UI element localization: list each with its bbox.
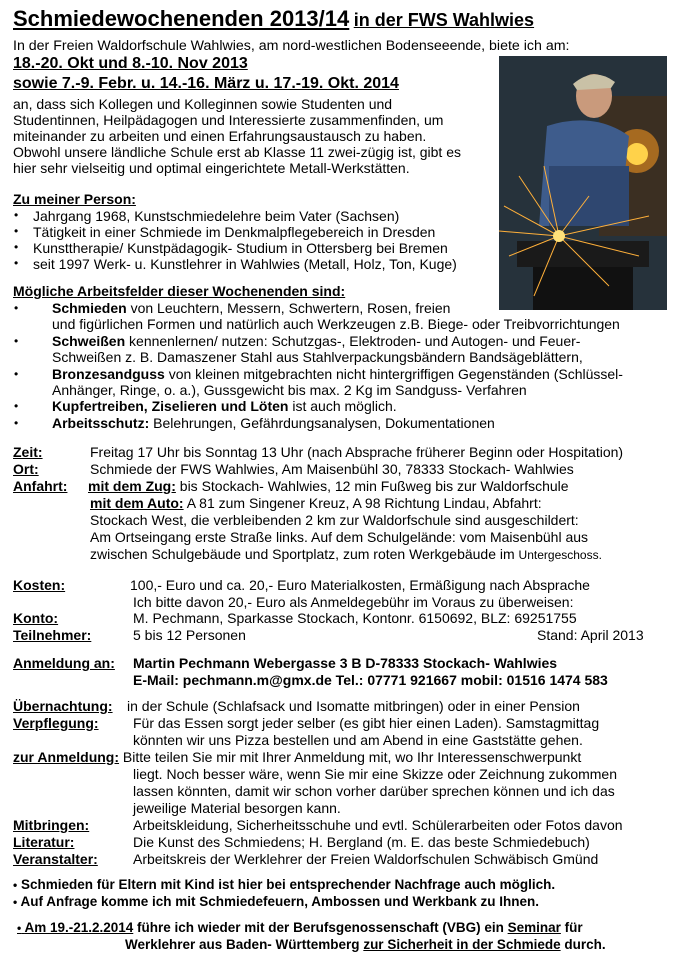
seminar-line-1 [17, 920, 583, 936]
fields-heading: Mögliche Arbeitsfelder dieser Wochenenden sind: [13, 283, 346, 299]
description-1: an, dass sich Kollegen und Kolleginnen sowie Studenten und [13, 96, 393, 112]
dates-line-1: 18.-20. Okt und 8.-10. Nov 2013 [13, 55, 248, 72]
field-item-3-bold: Bronzesandguss [52, 366, 165, 382]
bullet-icon: • [17, 921, 22, 935]
field-item-1-bold: Schmieden [52, 300, 127, 316]
uebernachtung-value: in der Schule (Schlafsack und Isomatte mitbringen) oder in einer Pension [127, 698, 580, 714]
bullet-icon: • [14, 399, 19, 413]
field-item-2-line2: Schweißen z. B. Damaszener Stahl aus Stahlverpackungsbändern Bandsägeblättern, [52, 349, 583, 365]
veranstalter-label: Veranstalter: [13, 851, 98, 867]
anfahrt-zug [88, 478, 569, 494]
field-item-2 [52, 333, 580, 349]
seminar-text-2: für [560, 920, 583, 935]
description-4: Obwohl unsere ländliche Schule erst ab Klasse 11 zwei-zügig ist, gibt es [13, 144, 461, 160]
bullet-icon: • [14, 240, 19, 254]
verpflegung-value: Für das Essen sorgt jeder selber (es gibt hier einen Laden). Samstagmittag [133, 715, 600, 731]
bullet-icon: • [14, 416, 19, 430]
verpflegung-label: Verpflegung: [13, 715, 99, 731]
field-item-5-bold: Arbeitsschutz: [52, 415, 150, 431]
seminar-line-2 [125, 937, 606, 953]
field-item-4-text: ist auch möglich. [288, 398, 397, 414]
anfahrt-auto-label: mit dem Auto: [90, 495, 184, 511]
bullet-icon: • [14, 367, 19, 381]
zur-anmeldung-line-1: liegt. Noch besser wäre, wenn Sie mir eine Skizze oder Zeichnung zukommen [133, 766, 618, 782]
anfahrt-auto-text: A 81 zum Singener Kreuz, A 98 Richtung Lindau, Abfahrt: [183, 495, 542, 511]
anfahrt-line-2: Am Ortseingang erste Straße links. Auf dem Schulgelände: vom Maisenbühl aus [90, 529, 589, 545]
seminar-line-2u: zur Sicherheit in der Schmiede [363, 937, 561, 952]
anmeldung-address: Martin Pechmann Webergasse 3 B D-78333 Stockach- Wahlwies [133, 655, 558, 671]
bullet-icon: • [14, 208, 19, 222]
teilnehmer-label: Teilnehmer: [13, 627, 92, 643]
person-item-4: seit 1997 Werk- u. Kunstlehrer in Wahlwies (Metall, Holz, Ton, Kuge) [33, 256, 457, 272]
anfahrt-zug-label: mit dem Zug: [88, 478, 176, 494]
bullet-icon: • [14, 256, 19, 270]
konto-value: M. Pechmann, Sparkasse Stockach, Kontonr. 6150692, BLZ: 69251755 [133, 610, 577, 626]
zur-anmeldung-value: Bitte teilen Sie mir mit Ihrer Anmeldung mit, wo Ihr Interessenschwerpunkt [119, 749, 582, 765]
seminar-line-2a: Werklehrer aus Baden- Württemberg [125, 937, 364, 952]
anfahrt-auto [90, 495, 542, 511]
field-item-1-line2: und figürlichen Formen und natürlich auch Werkzeugen z.B. Biege- oder Treibvorrichtungen [52, 316, 620, 332]
dates-line-2: sowie 7.-9. Febr. u. 14.-16. März u. 17.-19. Okt. 2014 [13, 75, 399, 92]
ort-value: Schmiede der FWS Wahlwies, Am Maisenbühl 30, 78333 Stockach- Wahlwies [90, 461, 574, 477]
zur-anmeldung-line-2: lassen könnten, damit wir schon vorher darüber sprechen können und ich das [133, 783, 615, 799]
bullet-icon: • [14, 334, 19, 348]
field-item-1 [52, 300, 450, 316]
anfahrt-zug-text: bis Stockach- Wahlwies, 12 min Fußweg bis zur Waldorfschule [175, 478, 569, 494]
note-2 [13, 894, 539, 910]
field-item-3-text: von kleinen mitgebrachten nicht hintergriffigen Gegenständen (Schlüssel- [164, 366, 623, 382]
field-item-4 [52, 398, 397, 414]
person-item-3: Kunsttherapie/ Kunstpädagogik- Studium in Ottersberg bei Bremen [33, 240, 448, 256]
zur-anmeldung-line-3: jeweilige Material besorgen kann. [133, 800, 341, 816]
field-item-5-text: Belehrungen, Gefährdungsanalysen, Dokumentationen [149, 415, 495, 431]
uebernachtung-label: Übernachtung: [13, 698, 113, 714]
person-item-1: Jahrgang 1968, Kunstschmiedelehre beim Vater (Sachsen) [33, 208, 400, 224]
intro-text: In der Freien Waldorfschule Wahlwies, am nord-westlichen Bodenseeende, biete ich am: [13, 38, 570, 54]
verpflegung-line2: könnten wir uns Pizza bestellen und am Abend in eine Gaststätte gehen. [133, 732, 583, 748]
description-2: Studentinnen, Heilpädagogen und Interessierte zusammenfinden, um [13, 112, 444, 128]
field-item-3-line2: Anhänger, Ringe, o. a.), Gussgewicht bis max. 2 Kg im Sandguss- Verfahren [52, 382, 527, 398]
seminar-text-1: führe ich wieder mit der Berufsgenossenschaft (VBG) ein [133, 920, 508, 935]
anfahrt-last-small: Untergeschoss. [518, 548, 602, 562]
anfahrt-line-1: Stockach West, die verbleibenden 2 km zur Waldorfschule sind ausgeschildert: [90, 512, 579, 528]
anmeldung-label: Anmeldung an: [13, 655, 115, 671]
zur-anmeldung [13, 749, 581, 765]
literatur-value: Die Kunst des Schmiedens; H. Bergland (m. E. das beste Schmiedebuch) [133, 834, 590, 850]
field-item-2-bold: Schweißen [52, 333, 126, 349]
seminar-date [17, 920, 133, 935]
field-item-1-text: von Leuchtern, Messern, Schwertern, Rosen, freien [126, 300, 451, 316]
bullet-icon: • [14, 301, 19, 315]
anfahrt-label: Anfahrt: [13, 478, 68, 494]
anmeldung-contact: E-Mail: pechmann.m@gmx.de Tel.: 07771 921667 mobil: 01516 1474 583 [133, 672, 608, 688]
literatur-label: Literatur: [13, 834, 75, 850]
person-item-2: Tätigkeit in einer Schmiede im Denkmalpflegebereich in Dresden [33, 224, 436, 240]
note-1 [13, 877, 555, 893]
zur-anmeldung-label: zur Anmeldung: [13, 749, 120, 765]
field-item-5 [52, 415, 495, 431]
kosten-label: Kosten: [13, 577, 66, 593]
person-heading: Zu meiner Person: [13, 191, 136, 207]
note-2-text: Auf Anfrage komme ich mit Schmiedefeuern, Ambossen und Werkbank zu Ihnen. [20, 894, 540, 909]
mitbringen-value: Arbeitskleidung, Sicherheitsschuhe und evtl. Schülerarbeiten oder Fotos davon [133, 817, 623, 833]
stand-date: Stand: April 2013 [537, 627, 644, 643]
description-3: miteinander zu arbeiten und einen Erfahrungsaustausch zu haben. [13, 128, 427, 144]
veranstalter-value: Arbeitskreis der Werklehrer der Freien Waldorfschulen Schwäbisch Gmünd [133, 851, 599, 867]
field-item-4-bold: Kupfertreiben, Ziselieren und Löten [52, 398, 289, 414]
page-title [13, 6, 534, 32]
ort-label: Ort: [13, 461, 39, 477]
zeit-label: Zeit: [13, 444, 43, 460]
title-suffix: in der FWS Wahlwies [353, 10, 535, 30]
field-item-2-text: kennenlernen/ nutzen: Schutzgas-, Elektroden- und Autogen- und Feuer- [125, 333, 581, 349]
title-main: Schmiedewochenenden 2013/14 [13, 6, 350, 31]
bullet-icon: • [13, 895, 18, 909]
anfahrt-line-3 [90, 546, 602, 563]
seminar-word: Seminar [507, 920, 561, 935]
mitbringen-label: Mitbringen: [13, 817, 90, 833]
kosten-line2: Ich bitte davon 20,- Euro als Anmeldegebühr im Voraus zu überweisen: [133, 594, 574, 610]
teilnehmer-value: 5 bis 12 Personen [133, 627, 246, 643]
blacksmith-photo [499, 56, 667, 310]
blacksmith-illustration [499, 56, 667, 310]
konto-label: Konto: [13, 610, 59, 626]
bullet-icon: • [14, 224, 19, 238]
zeit-value: Freitag 17 Uhr bis Sonntag 13 Uhr (nach Absprache früherer Beginn oder Hospitation) [90, 444, 624, 460]
note-1-text: Schmieden für Eltern mit Kind ist hier bei entsprechender Nachfrage auch möglich. [20, 877, 556, 892]
anfahrt-last: zwischen Schulgebäude und Sportplatz, zum roten Werkgebäude im [90, 546, 519, 562]
kosten-value: 100,- Euro und ca. 20,- Euro Materialkosten, Ermäßigung nach Absprache [130, 577, 590, 593]
bullet-icon: • [13, 878, 18, 892]
seminar-date-text: Am 19.-21.2.2014 [24, 920, 134, 935]
seminar-line-2b: durch. [560, 937, 606, 952]
field-item-3 [52, 366, 623, 382]
description-5: hier sehr vielseitig und optimal eingerichtete Metall-Werkstätten. [13, 160, 410, 176]
